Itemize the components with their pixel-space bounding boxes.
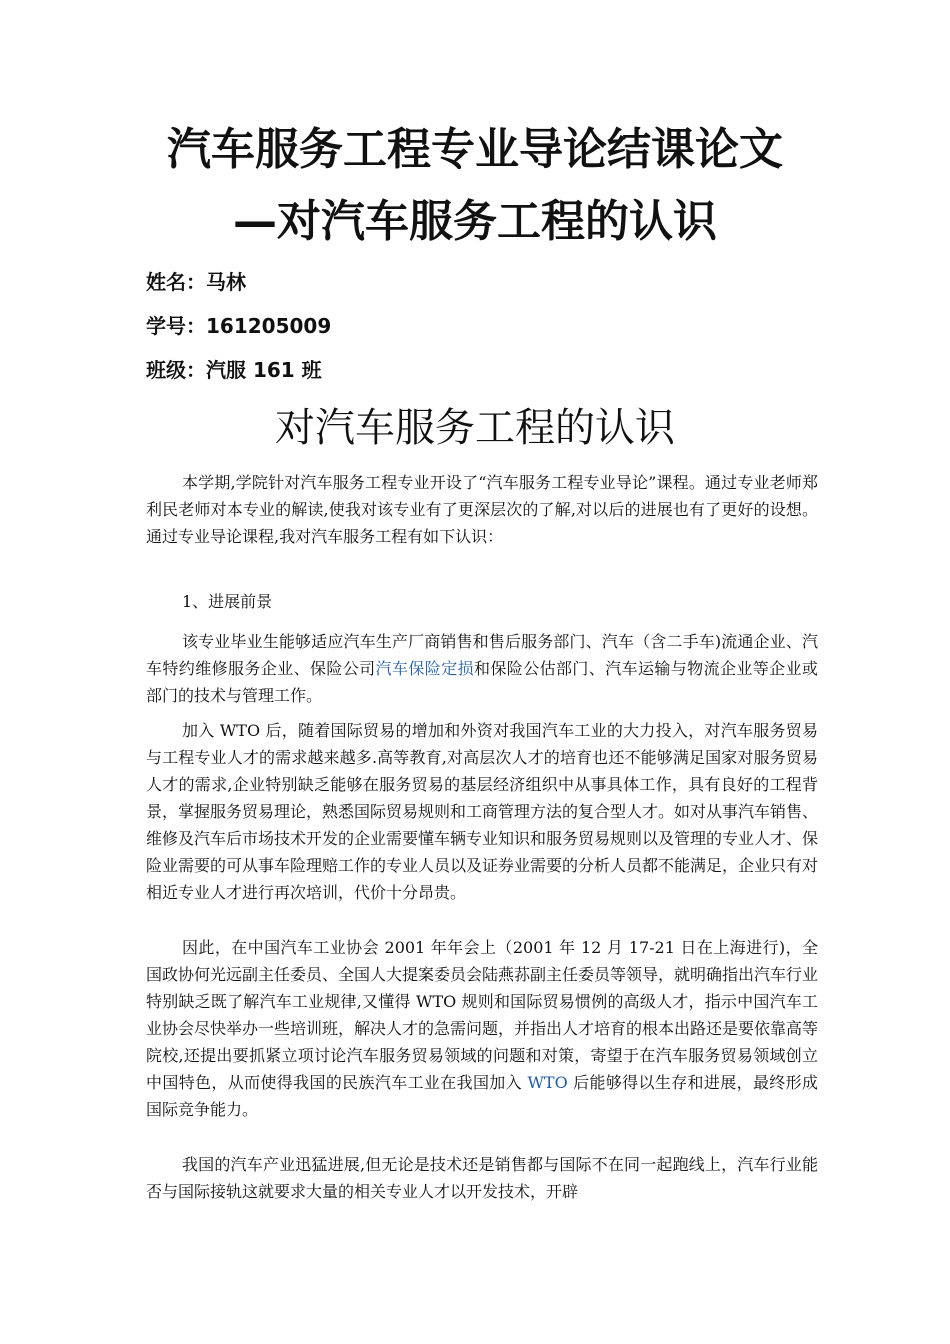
student-class: 汽服 161 班 xyxy=(206,358,322,382)
document-subtitle: —对汽车服务工程的认识 xyxy=(233,196,717,247)
paragraph-careers xyxy=(146,628,818,709)
student-id-label: 学号： xyxy=(146,314,206,338)
paragraph-intro: 本学期,学院针对汽车服务工程专业开设了“汽车服务工程专业导论”课程。通过专业老师郑利民老师对本专业的解读,使我对该专业有了更深层次的了解,对以后的进展也有了更好的设想。通过专业导论课程,我对汽车服务工程有如下认识： xyxy=(146,473,818,546)
paragraph-industry-development: 我国的汽车产业迅猛进展,但无论是技术还是销售都与国际不在同一起跑线上，汽车行业能否与国际接轨这就要求大量的相关专业人才以开发技术，开辟 xyxy=(146,1155,818,1201)
section-title: 对汽车服务工程的认识 xyxy=(275,405,675,451)
link-auto-insurance-assessment[interactable]: 汽车保险定损 xyxy=(375,659,474,678)
document-title: 汽车服务工程专业导论结课论文 xyxy=(167,124,783,175)
paragraph-careers-text-1: 该专业毕业生能够适应汽车生产厂商销售和售后服务部门、汽车（含二手车)流通企业、汽车特约维修服务企业、保险公司 xyxy=(146,632,818,678)
paragraph-industry-association xyxy=(146,934,818,1123)
student-class-label: 班级： xyxy=(146,358,206,382)
student-id-line xyxy=(146,312,331,340)
paragraph-association-text-1: 因此，在中国汽车工业协会 2001 年年会上（2001 年 12 月 17-21 日在上海进行)，全国政协何光远副主任委员、全国人大提案委员会陆燕荪副主任委员等领导，就明确指出汽车行业特别缺乏既了解汽车工业规律,又懂得 WTO 规则和国际贸易惯例的高级人才，指示中国汽车工业协会尽快举办一些培训班，解决人才的急需问题，并指出人才培育的根本出路还是要依靠高等院校,还提出要抓紧立项讨论汽车服务贸易领域的问题和对策，寄望于在汽车服务贸易领域创立中国特色，从而使得我国的民族汽车工业在我国加入 xyxy=(146,938,819,1092)
student-name-label: 姓名： xyxy=(146,270,206,294)
student-name-line xyxy=(146,268,246,296)
paragraph-association-text-2: 后能够得以生存和进展，最终形成国际竞争能力。 xyxy=(146,1073,818,1119)
paragraph-wto-demand: 加入 WTO 后，随着国际贸易的增加和外资对我国汽车工业的大力投入，对汽车服务贸易与工程专业人才的需求越来越多.高等教育,对高层次人才的培育也还不能够满足国家对服务贸易人才的需求,企业特别缺乏能够在服务贸易的基层经济组织中从事具体工作，具有良好的工程背景，掌握服务贸易理论，熟悉国际贸易规则和工商管理方法的复合型人才。如对从事汽车销售、维修及汽车后市场技术开发的企业需要懂车辆专业知识和服务贸易规则以及管理的专业人才、保险业需要的可从事车险理赔工作的专业人员以及证券业需要的分析人员都不能满足，企业只有对相近专业人才进行再次培训，代价十分昂贵。 xyxy=(146,721,819,902)
student-class-line xyxy=(146,356,322,384)
student-id: 161205009 xyxy=(206,314,332,338)
student-name: 马林 xyxy=(206,270,246,294)
paragraph-careers-text-2: 和保险公估部门、汽车运输与物流企业等企业或部门的技术与管理工作。 xyxy=(146,659,818,705)
subheading-prospects: 1、进展前景 xyxy=(182,592,273,611)
link-wto[interactable]: WTO xyxy=(527,1073,568,1092)
